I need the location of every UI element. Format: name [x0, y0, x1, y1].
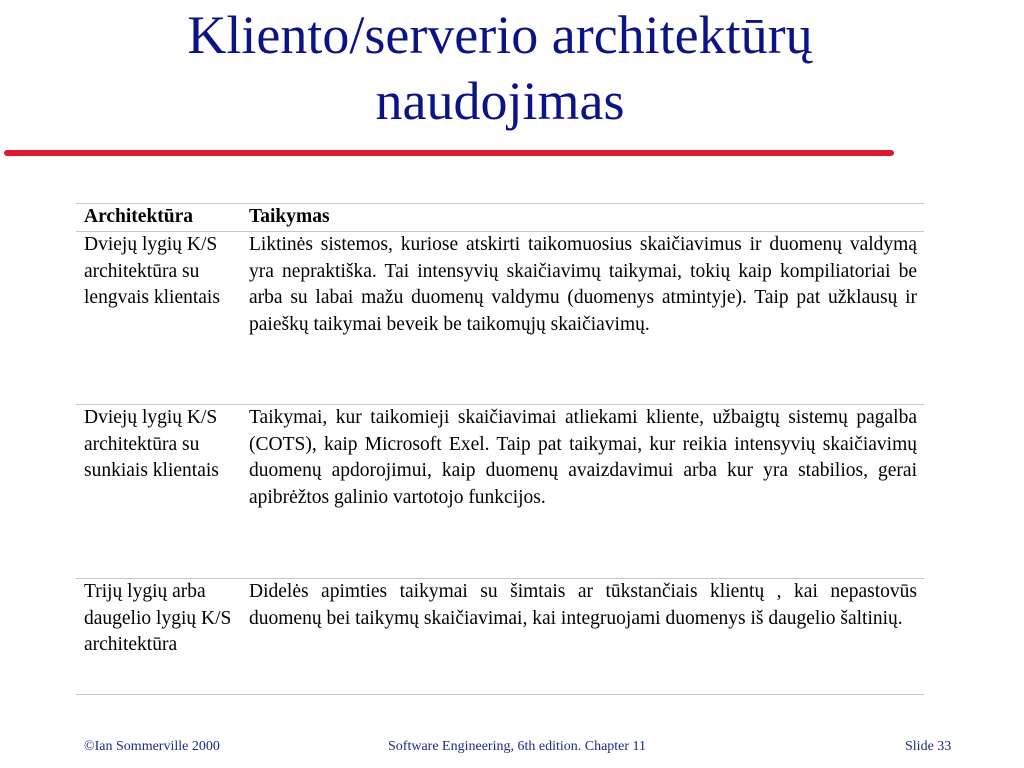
title-underline-rule: [4, 150, 894, 156]
table-row: [76, 232, 924, 405]
footer-copyright: ©Ian Sommerville 2000: [84, 739, 220, 754]
architecture-usage-table: [76, 203, 924, 695]
slide-title: [0, 2, 1000, 134]
footer-book-title: Software Engineering, 6th edition. Chapter 11: [388, 739, 647, 754]
cell-architecture: Dviejų lygių K/S architektūra su lengvais klientais: [84, 234, 220, 308]
column-header-architecture: Architektūra: [84, 206, 194, 227]
cell-application: Taikymai, kur taikomieji skaičiavimai atliekami kliente, užbaigtų sistemų pagalba (COTS), kaip Microsoft Exel. Taip pat taikymai, kur reikia intensyvių skaičiavimų duomenų apdorojimui, kaip duomenų avaizdavimui arba kur yra stabilios, gerai apibrėžtos galinio vartotojo funkcijos.: [249, 407, 917, 508]
column-header-application: Taikymas: [249, 206, 330, 227]
table-header-row: [76, 204, 924, 232]
slide-title-line-1: Kliento/serverio architektūrų: [187, 5, 813, 65]
footer-slide-number: Slide 33: [905, 739, 952, 754]
cell-application: Liktinės sistemos, kuriose atskirti taikomuosius skaičiavimus ir duomenų valdymą yra nepraktiška. Tai intensyvių skaičiavimų taikymai, tokių kaip kompiliatoriai be arba su labai mažu duomenų valdymu (duomenys atmintyje). Taip pat užklausų ir paieškų taikymai beveik be taikomųjų skaičiavimų.: [249, 234, 917, 335]
table-body: [76, 232, 924, 695]
cell-architecture: Dviejų lygių K/S architektūra su sunkiais klientais: [84, 407, 219, 481]
table-row: [76, 405, 924, 579]
cell-architecture: Trijų lygių arba daugelio lygių K/S architektūra: [84, 581, 232, 655]
cell-application: Didelės apimties taikymai su šimtais ar tūkstančiais klientų , kai nepastovūs duomenų bei taikymų skaičiavimai, kai integruojami duomenys iš daugelio šaltinių.: [249, 581, 917, 629]
slide-title-line-2: naudojimas: [375, 71, 625, 131]
table-header: [76, 204, 924, 232]
table-row: [76, 579, 924, 695]
